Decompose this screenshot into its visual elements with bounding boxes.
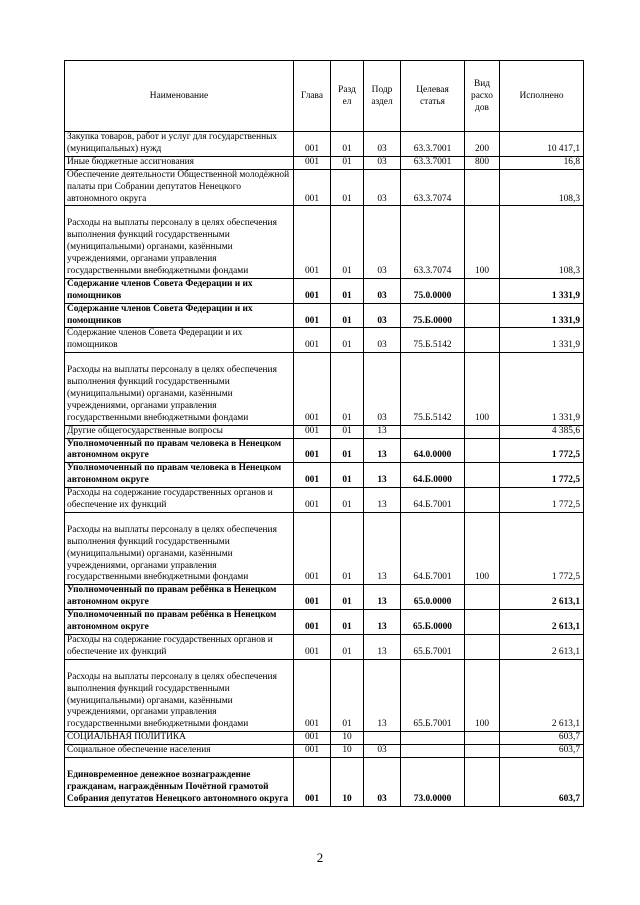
cell-target: 65.Б.7001 [401,635,465,660]
cell-chapter: 001 [294,438,331,463]
cell-executed: 1 772,5 [500,463,584,488]
cell-name: Обеспечение деятельности Общественной молодёжной палаты при Собрании депутатов Ненецкого автономного округа [65,169,294,206]
cell-expense-type: 200 [465,132,500,157]
cell-executed: 1 331,9 [500,278,584,303]
cell-expense-type [465,488,500,513]
cell-name: Уполномоченный по правам человека в Ненецком автономном округе [65,463,294,488]
cell-subsection: 13 [364,610,401,635]
table-row [65,732,584,745]
cell-executed: 1 331,9 [500,303,584,328]
cell-target: 63.3.7074 [401,169,465,206]
table-row [65,585,584,610]
cell-chapter: 001 [294,635,331,660]
cell-target [401,745,465,758]
cell-executed: 2 613,1 [500,610,584,635]
cell-expense-type [465,463,500,488]
cell-section: 01 [331,156,364,169]
cell-expense-type: 100 [465,206,500,278]
table-row [65,169,584,206]
cell-expense-type [465,328,500,353]
table-row [65,463,584,488]
cell-chapter: 001 [294,328,331,353]
cell-target: 64.Б.7001 [401,513,465,585]
cell-section: 01 [331,488,364,513]
cell-chapter: 001 [294,758,331,807]
cell-subsection: 03 [364,328,401,353]
cell-target: 75.Б.5142 [401,328,465,353]
cell-expense-type [465,745,500,758]
budget-table [64,60,584,807]
cell-subsection: 13 [364,659,401,731]
cell-section: 01 [331,635,364,660]
table-row [65,206,584,278]
cell-subsection: 03 [364,278,401,303]
cell-chapter: 001 [294,488,331,513]
cell-chapter: 001 [294,132,331,157]
cell-section: 01 [331,132,364,157]
header-name: Наименование [65,61,294,132]
cell-chapter: 001 [294,169,331,206]
cell-subsection: 13 [364,438,401,463]
table-row [65,132,584,157]
cell-chapter: 001 [294,303,331,328]
cell-expense-type [465,425,500,438]
cell-executed: 10 417,1 [500,132,584,157]
cell-executed: 1 331,9 [500,328,584,353]
cell-name: Закупка товаров, работ и услуг для государственных (муниципальных) нужд [65,132,294,157]
table-row [65,425,584,438]
cell-name: Социальное обеспечение населения [65,745,294,758]
cell-executed: 2 613,1 [500,585,584,610]
cell-subsection: 03 [364,745,401,758]
header-executed: Исполнено [500,61,584,132]
cell-subsection: 13 [364,463,401,488]
table-row [65,635,584,660]
cell-section: 01 [331,438,364,463]
cell-section: 01 [331,303,364,328]
cell-target: 64.Б.7001 [401,488,465,513]
cell-section: 10 [331,758,364,807]
table-row [65,610,584,635]
cell-section: 01 [331,353,364,425]
header-chapter: Глава [294,61,331,132]
cell-subsection: 03 [364,156,401,169]
cell-target: 75.Б.0000 [401,303,465,328]
cell-section: 01 [331,610,364,635]
cell-expense-type: 100 [465,513,500,585]
cell-name: Содержание членов Совета Федерации и их помощников [65,303,294,328]
cell-subsection: 13 [364,488,401,513]
table-header-row [65,61,584,132]
table-row [65,353,584,425]
cell-subsection: 13 [364,425,401,438]
cell-subsection [364,732,401,745]
cell-target: 75.0.0000 [401,278,465,303]
table-row [65,488,584,513]
cell-section: 01 [331,169,364,206]
cell-section: 10 [331,732,364,745]
cell-executed: 16,8 [500,156,584,169]
cell-target: 63.3.7001 [401,132,465,157]
table-row [65,659,584,731]
cell-executed: 1 772,5 [500,488,584,513]
cell-chapter: 001 [294,425,331,438]
cell-expense-type [465,732,500,745]
cell-name: СОЦИАЛЬНАЯ ПОЛИТИКА [65,732,294,745]
cell-expense-type [465,585,500,610]
cell-section: 01 [331,513,364,585]
table-body [65,132,584,807]
cell-subsection: 13 [364,513,401,585]
cell-chapter: 001 [294,353,331,425]
cell-executed: 1 772,5 [500,438,584,463]
table-row [65,745,584,758]
cell-executed: 108,3 [500,206,584,278]
cell-section: 01 [331,585,364,610]
cell-executed: 2 613,1 [500,635,584,660]
cell-target: 64.Б.0000 [401,463,465,488]
cell-target: 64.0.0000 [401,438,465,463]
cell-subsection: 13 [364,635,401,660]
cell-executed: 108,3 [500,169,584,206]
cell-executed: 1 331,9 [500,353,584,425]
cell-name: Расходы на выплаты персоналу в целях обеспечения выполнения функций государственными (муниципальными) органами, казёнными учреждениями, органами управления государственными внебюджетными фондами [65,513,294,585]
cell-chapter: 001 [294,659,331,731]
table-row [65,303,584,328]
cell-target: 73.0.0000 [401,758,465,807]
cell-subsection: 03 [364,169,401,206]
cell-chapter: 001 [294,585,331,610]
cell-name: Содержание членов Совета Федерации и их помощников [65,278,294,303]
cell-name: Содержание членов Совета Федерации и их помощников [65,328,294,353]
cell-expense-type: 100 [465,353,500,425]
cell-chapter: 001 [294,206,331,278]
cell-chapter: 001 [294,463,331,488]
cell-target: 65.0.0000 [401,585,465,610]
cell-name: Расходы на выплаты персоналу в целях обеспечения выполнения функций государственными (муниципальными) органами, казёнными учреждениями, органами управления государственными внебюджетными фондами [65,206,294,278]
cell-chapter: 001 [294,745,331,758]
cell-target [401,425,465,438]
cell-executed: 603,7 [500,732,584,745]
cell-target: 63.3.7074 [401,206,465,278]
cell-name: Уполномоченный по правам ребёнка в Ненецком автономном округе [65,610,294,635]
cell-section: 01 [331,659,364,731]
header-subsection: Подр аздел [364,61,401,132]
cell-executed: 2 613,1 [500,659,584,731]
cell-expense-type [465,169,500,206]
cell-chapter: 001 [294,610,331,635]
cell-chapter: 001 [294,732,331,745]
table-row [65,156,584,169]
header-section: Разд ел [331,61,364,132]
table-row [65,278,584,303]
cell-expense-type [465,610,500,635]
table-row [65,328,584,353]
cell-subsection: 03 [364,758,401,807]
cell-section: 01 [331,425,364,438]
cell-section: 01 [331,328,364,353]
table-row [65,758,584,807]
cell-executed: 603,7 [500,758,584,807]
cell-name: Расходы на выплаты персоналу в целях обеспечения выполнения функций государственными (муниципальными) органами, казёнными учреждениями, органами управления государственными внебюджетными фондами [65,353,294,425]
cell-expense-type [465,438,500,463]
cell-executed: 1 772,5 [500,513,584,585]
cell-expense-type: 100 [465,659,500,731]
cell-expense-type [465,278,500,303]
cell-target [401,732,465,745]
cell-expense-type [465,303,500,328]
table-row [65,438,584,463]
cell-name: Уполномоченный по правам ребёнка в Ненецком автономном округе [65,585,294,610]
cell-name: Единовременное денежное вознаграждение гражданам, награждённым Почётной грамотой Собрания депутатов Ненецкого автономного округа [65,758,294,807]
page-number: 2 [316,850,324,865]
table-row [65,513,584,585]
header-expense-type: Вид расхо дов [465,61,500,132]
cell-expense-type: 800 [465,156,500,169]
cell-subsection: 03 [364,353,401,425]
cell-section: 10 [331,745,364,758]
cell-executed: 603,7 [500,745,584,758]
cell-subsection: 03 [364,303,401,328]
header-target: Целевая статья [401,61,465,132]
cell-name: Расходы на содержание государственных органов и обеспечение их функций [65,635,294,660]
cell-section: 01 [331,463,364,488]
cell-target: 65.Б.0000 [401,610,465,635]
cell-subsection: 03 [364,206,401,278]
cell-expense-type [465,758,500,807]
cell-name: Расходы на содержание государственных органов и обеспечение их функций [65,488,294,513]
cell-name: Другие общегосударственные вопросы [65,425,294,438]
cell-section: 01 [331,278,364,303]
cell-section: 01 [331,206,364,278]
cell-target: 75.Б.5142 [401,353,465,425]
cell-chapter: 001 [294,156,331,169]
cell-expense-type [465,635,500,660]
cell-subsection: 13 [364,585,401,610]
cell-target: 63.3.7001 [401,156,465,169]
cell-name: Уполномоченный по правам человека в Ненецком автономном округе [65,438,294,463]
cell-executed: 4 385,6 [500,425,584,438]
cell-target: 65.Б.7001 [401,659,465,731]
cell-subsection: 03 [364,132,401,157]
cell-chapter: 001 [294,513,331,585]
cell-name: Иные бюджетные ассигнования [65,156,294,169]
cell-chapter: 001 [294,278,331,303]
cell-name: Расходы на выплаты персоналу в целях обеспечения выполнения функций государственными (муниципальными) органами, казёнными учреждениями, органами управления государственными внебюджетными фондами [65,659,294,731]
